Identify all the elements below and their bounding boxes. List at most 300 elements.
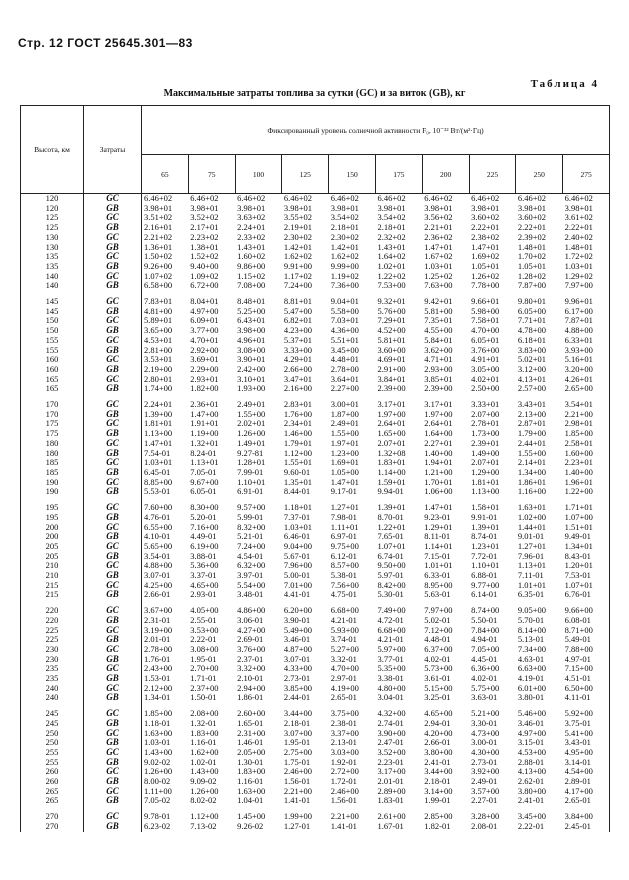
value-cell: 1.50+02 bbox=[144, 252, 173, 262]
value-cell: 8.74-01 bbox=[471, 532, 498, 542]
value-cell: 7.11-01 bbox=[517, 571, 544, 581]
value-cell: 3.80+00 bbox=[424, 747, 453, 757]
value-cell: 1.67+02 bbox=[424, 252, 453, 262]
value-cell: 1.25+02 bbox=[424, 271, 453, 281]
value-cell: 1.42+01 bbox=[283, 242, 313, 252]
value-cell: 3.10+01 bbox=[237, 374, 266, 384]
value-cell: 2.65-01 bbox=[330, 693, 357, 703]
value-cell: 9.05+00 bbox=[517, 605, 547, 616]
value-cell: 1.62+02 bbox=[283, 252, 313, 262]
value-cell: 3.60+00 bbox=[377, 345, 406, 355]
value-cell: 8.71+00 bbox=[564, 625, 593, 635]
value-cell: 7.99-01 bbox=[237, 467, 264, 477]
value-cell: 2.18-01 bbox=[283, 718, 311, 728]
value-cell: 2.65+00 bbox=[564, 384, 593, 394]
value-cell: 4.36+00 bbox=[330, 326, 359, 336]
value-cell: 2.89+00 bbox=[377, 786, 406, 796]
value-cell: 1.49+01 bbox=[237, 438, 266, 448]
value-cell: 1.63+00 bbox=[237, 786, 266, 796]
value-cell: 6.05-01 bbox=[190, 487, 217, 497]
value-cell: 1.69+01 bbox=[330, 458, 359, 468]
type-cell: GC bbox=[84, 664, 142, 674]
value-cell: 2.66-01 bbox=[424, 738, 451, 748]
value-cell: 3.04-01 bbox=[377, 693, 404, 703]
type-cell: GC bbox=[84, 252, 142, 262]
value-cell: 6.63+00 bbox=[517, 664, 547, 674]
value-cell: 2.73-01 bbox=[471, 757, 498, 767]
value-cell: 1.72+02 bbox=[564, 252, 593, 262]
value-cell: 1.95-01 bbox=[190, 654, 217, 664]
value-cell: 1.71-01 bbox=[190, 674, 217, 684]
type-cell: GB bbox=[84, 693, 142, 703]
value-cell: 2.64+01 bbox=[424, 419, 453, 429]
value-cell: 1.74+00 bbox=[144, 384, 173, 394]
value-cell: 4.95+00 bbox=[564, 747, 593, 757]
value-cell: 7.87+00 bbox=[517, 281, 547, 291]
value-cell: 3.64+01 bbox=[330, 374, 359, 384]
table-row bbox=[21, 243, 610, 253]
value-cell: 1.07+01 bbox=[377, 541, 406, 551]
value-cell: 1.62+00 bbox=[190, 747, 219, 757]
value-cell: 2.62-01 bbox=[517, 777, 545, 787]
value-cell: 9.50+00 bbox=[377, 561, 406, 571]
value-cell: 2.55-01 bbox=[190, 615, 217, 625]
value-cell: 4.19-01 bbox=[517, 674, 545, 684]
value-cell: 2.02+01 bbox=[237, 419, 266, 429]
value-cell: 3.98+00 bbox=[237, 326, 266, 336]
value-cell: 4.13+01 bbox=[517, 374, 547, 384]
type-cell: GB bbox=[84, 487, 142, 497]
value-cell: 1.47+01 bbox=[471, 242, 500, 252]
value-cell: 7.96+00 bbox=[283, 561, 313, 571]
value-cell: 1.32+01 bbox=[190, 438, 219, 448]
value-cell: 7.05+00 bbox=[471, 644, 500, 654]
value-cell: 4.87+00 bbox=[283, 644, 313, 654]
value-cell: 1.02-01 bbox=[190, 757, 217, 767]
value-cell: 4.88+00 bbox=[564, 326, 593, 336]
value-cell: 2.78+00 bbox=[330, 364, 359, 374]
table-row bbox=[21, 468, 610, 478]
value-cell: 6.23-02 bbox=[144, 821, 171, 831]
value-cell: 4.94-01 bbox=[471, 635, 498, 645]
value-cell: 2.10-01 bbox=[237, 674, 264, 684]
value-cell: 1.63+00 bbox=[144, 728, 173, 738]
value-cell: 2.46+00 bbox=[330, 786, 359, 796]
value-cell: 4.27+00 bbox=[237, 625, 266, 635]
value-cell: 6.12-01 bbox=[330, 551, 357, 561]
value-cell: 5.73+00 bbox=[424, 664, 453, 674]
value-cell: 6.33-01 bbox=[424, 571, 451, 581]
value-cell: 1.40+00 bbox=[564, 467, 593, 477]
value-cell: 2.05+00 bbox=[237, 747, 266, 757]
table-row bbox=[21, 758, 610, 768]
value-cell: 3.60+02 bbox=[471, 213, 500, 223]
value-cell: 4.25+00 bbox=[144, 580, 173, 590]
table-row bbox=[21, 384, 610, 394]
value-cell: 4.75-01 bbox=[330, 590, 357, 600]
value-cell: 7.34+00 bbox=[517, 644, 547, 654]
value-cell: 5.81+00 bbox=[424, 306, 453, 316]
height-cell: 260 bbox=[21, 767, 84, 777]
table-row bbox=[21, 787, 610, 797]
table-row bbox=[21, 645, 610, 655]
level-header-65: 65 bbox=[142, 155, 189, 194]
value-cell: 1.51+01 bbox=[564, 522, 593, 532]
value-cell: 2.19+01 bbox=[283, 223, 313, 233]
value-cell: 1.97+00 bbox=[377, 409, 406, 419]
value-cell: 6.46-01 bbox=[283, 532, 311, 542]
value-cell: 1.02+01 bbox=[377, 261, 406, 271]
type-cell: GB bbox=[84, 468, 142, 478]
value-cell: 3.98+01 bbox=[564, 203, 593, 213]
value-cell: 3.00+01 bbox=[330, 399, 359, 410]
height-column-header: Высота, км bbox=[21, 106, 84, 194]
value-cell: 3.08+00 bbox=[237, 345, 266, 355]
type-cell: GC bbox=[84, 645, 142, 655]
value-cell: 9.60-01 bbox=[283, 467, 311, 477]
height-cell: 265 bbox=[21, 787, 84, 797]
value-cell: 5.49+00 bbox=[283, 625, 313, 635]
value-cell: 2.78+00 bbox=[144, 644, 173, 654]
height-cell: 145 bbox=[21, 291, 84, 307]
value-cell: 9.66+01 bbox=[471, 296, 500, 307]
value-cell: 5.27+00 bbox=[330, 644, 359, 654]
value-cell: 9.17-01 bbox=[330, 487, 357, 497]
type-column-header: Затраты bbox=[84, 106, 142, 194]
type-cell: GB bbox=[84, 655, 142, 665]
type-cell: GC bbox=[84, 458, 142, 468]
type-cell: GC bbox=[84, 600, 142, 616]
value-cell: 3.17+01 bbox=[377, 399, 406, 410]
type-cell: GB bbox=[84, 674, 142, 684]
value-cell: 8.32+00 bbox=[237, 522, 266, 532]
value-cell: 1.43+01 bbox=[237, 242, 266, 252]
type-cell: GB bbox=[84, 532, 142, 542]
value-cell: 1.13+00 bbox=[144, 429, 173, 439]
value-cell: 3.90+00 bbox=[377, 728, 406, 738]
value-cell: 2.38+02 bbox=[471, 232, 500, 242]
value-cell: 7.54-01 bbox=[144, 448, 171, 458]
height-cell: 190 bbox=[21, 487, 84, 497]
value-cell: 1.76+00 bbox=[283, 409, 313, 419]
value-cell: 2.72+00 bbox=[330, 767, 359, 777]
value-cell: 6.08-01 bbox=[564, 615, 591, 625]
height-cell: 170 bbox=[21, 410, 84, 420]
value-cell: 1.16-01 bbox=[190, 738, 217, 748]
value-cell: 9.40+00 bbox=[190, 261, 219, 271]
height-cell: 220 bbox=[21, 616, 84, 626]
value-cell: 9.66+00 bbox=[564, 605, 593, 616]
level-header-200: 200 bbox=[422, 155, 469, 194]
type-cell: GB bbox=[84, 384, 142, 394]
value-cell: 1.50-01 bbox=[190, 693, 217, 703]
value-cell: 4.20+00 bbox=[424, 728, 453, 738]
value-cell: 1.07+01 bbox=[564, 580, 593, 590]
value-cell: 1.75-01 bbox=[283, 757, 311, 767]
value-cell: 6.05+01 bbox=[471, 335, 500, 345]
height-cell: 220 bbox=[21, 600, 84, 616]
value-cell: 2.22+01 bbox=[471, 223, 500, 233]
value-cell: 8.81+01 bbox=[283, 296, 313, 307]
value-cell: 5.38-01 bbox=[330, 571, 357, 581]
height-cell: 225 bbox=[21, 626, 84, 636]
height-cell: 260 bbox=[21, 777, 84, 787]
value-cell: 9.27-81 bbox=[237, 448, 264, 458]
value-cell: 9.26-02 bbox=[237, 821, 264, 831]
value-cell: 5.37+01 bbox=[283, 335, 313, 345]
value-cell: 6.46+02 bbox=[237, 193, 266, 203]
value-cell: 2.14+01 bbox=[517, 458, 547, 468]
value-cell: 6.82+01 bbox=[283, 316, 313, 326]
value-cell: 2.21+00 bbox=[330, 811, 359, 822]
value-cell: 1.81+01 bbox=[144, 419, 173, 429]
value-cell: 2.41-01 bbox=[517, 796, 545, 806]
value-cell: 2.37-01 bbox=[237, 654, 264, 664]
value-cell: 8.43-01 bbox=[564, 551, 591, 561]
value-cell: 3.17+00 bbox=[377, 767, 406, 777]
table-row bbox=[21, 796, 610, 806]
table-row bbox=[21, 777, 610, 787]
value-cell: 1.05+00 bbox=[330, 467, 359, 477]
table-row bbox=[21, 703, 610, 719]
type-cell: GC bbox=[84, 542, 142, 552]
value-cell: 2.91+00 bbox=[377, 364, 406, 374]
table-row bbox=[21, 513, 610, 523]
value-cell: 3.88-01 bbox=[190, 551, 217, 561]
height-cell: 140 bbox=[21, 272, 84, 282]
value-cell: 7.01+00 bbox=[283, 580, 313, 590]
value-cell: 1.12+00 bbox=[283, 448, 313, 458]
value-cell: 4.49-01 bbox=[190, 532, 217, 542]
value-cell: 2.12+00 bbox=[144, 683, 173, 693]
value-cell: 7.96-01 bbox=[517, 551, 545, 561]
height-cell: 240 bbox=[21, 684, 84, 694]
value-cell: 2.37+00 bbox=[190, 683, 219, 693]
value-cell: 4.11-01 bbox=[564, 693, 591, 703]
value-cell: 9.99+00 bbox=[330, 261, 359, 271]
type-cell: GB bbox=[84, 758, 142, 768]
value-cell: 3.25-01 bbox=[424, 693, 451, 703]
value-cell: 1.01+01 bbox=[424, 561, 453, 571]
value-cell: 2.41-01 bbox=[424, 757, 451, 767]
height-cell: 165 bbox=[21, 384, 84, 394]
value-cell: 3.84+01 bbox=[377, 374, 406, 384]
value-cell: 1.45+00 bbox=[237, 811, 266, 822]
type-cell: GB bbox=[84, 262, 142, 272]
value-cell: 4.88+00 bbox=[144, 561, 173, 571]
fuel-consumption-table bbox=[20, 105, 610, 832]
value-cell: 4.41-01 bbox=[283, 590, 311, 600]
value-cell: 6.37+00 bbox=[424, 644, 453, 654]
value-cell: 3.51+02 bbox=[144, 213, 173, 223]
value-cell: 1.47+01 bbox=[424, 242, 453, 252]
level-header-275: 275 bbox=[563, 155, 610, 194]
table-row bbox=[21, 600, 610, 616]
height-cell: 135 bbox=[21, 252, 84, 262]
height-cell: 185 bbox=[21, 468, 84, 478]
value-cell: 7.24+00 bbox=[237, 541, 266, 551]
value-cell: 9.04+00 bbox=[283, 541, 313, 551]
value-cell: 1.48+01 bbox=[564, 242, 593, 252]
value-cell: 1.59+01 bbox=[377, 477, 406, 487]
value-cell: 5.02-01 bbox=[424, 615, 451, 625]
value-cell: 4.33+00 bbox=[283, 664, 313, 674]
value-cell: 2.21+00 bbox=[564, 409, 593, 419]
value-cell: 3.83+00 bbox=[517, 345, 547, 355]
value-cell: 7.03+01 bbox=[330, 316, 359, 326]
type-cell: GC bbox=[84, 439, 142, 449]
value-cell: 5.15+00 bbox=[424, 683, 453, 693]
value-cell: 2.81+00 bbox=[144, 345, 173, 355]
value-cell: 3.76+00 bbox=[237, 644, 266, 654]
type-cell: GB bbox=[84, 571, 142, 581]
value-cell: 2.58+01 bbox=[564, 438, 593, 448]
height-cell: 160 bbox=[21, 355, 84, 365]
value-cell: 5.89+01 bbox=[144, 316, 173, 326]
table-row bbox=[21, 497, 610, 513]
value-cell: 1.72-01 bbox=[330, 777, 357, 787]
value-cell: 1.91+01 bbox=[190, 419, 219, 429]
value-cell: 3.32+00 bbox=[237, 664, 266, 674]
type-cell: GC bbox=[84, 233, 142, 243]
value-cell: 7.16+00 bbox=[190, 522, 219, 532]
height-cell: 120 bbox=[21, 204, 84, 214]
value-cell: 5.46+00 bbox=[517, 708, 547, 719]
table-label: Таблица 4 bbox=[530, 78, 599, 90]
value-cell: 4.69+01 bbox=[377, 355, 406, 365]
value-cell: 3.75-01 bbox=[564, 718, 591, 728]
height-cell: 210 bbox=[21, 571, 84, 581]
type-cell: GB bbox=[84, 513, 142, 523]
value-cell: 6.32+00 bbox=[237, 561, 266, 571]
value-cell: 2.42+00 bbox=[237, 364, 266, 374]
height-cell: 230 bbox=[21, 645, 84, 655]
value-cell: 1.55+00 bbox=[517, 448, 547, 458]
value-cell: 1.39+01 bbox=[471, 522, 500, 532]
value-cell: 6.17+00 bbox=[564, 306, 593, 316]
value-cell: 3.60+02 bbox=[517, 213, 547, 223]
value-cell: 1.60+02 bbox=[237, 252, 266, 262]
value-cell: 3.75+00 bbox=[330, 708, 359, 719]
value-cell: 1.85+00 bbox=[564, 429, 593, 439]
value-cell: 4.48-01 bbox=[424, 635, 451, 645]
type-cell: GC bbox=[84, 213, 142, 223]
value-cell: 1.40+00 bbox=[424, 448, 453, 458]
value-cell: 3.20+00 bbox=[564, 364, 593, 374]
value-cell: 3.46-01 bbox=[283, 635, 311, 645]
value-cell: 1.38+01 bbox=[190, 242, 219, 252]
value-cell: 2.60+00 bbox=[237, 708, 266, 719]
value-cell: 3.52+02 bbox=[190, 213, 219, 223]
value-cell: 1.29+00 bbox=[471, 467, 500, 477]
value-cell: 1.47+00 bbox=[190, 409, 219, 419]
value-cell: 2.23-01 bbox=[377, 757, 404, 767]
value-cell: 2.24+01 bbox=[237, 223, 266, 233]
value-cell: 4.32+00 bbox=[377, 708, 406, 719]
type-cell: GB bbox=[84, 590, 142, 600]
value-cell: 1.76-01 bbox=[144, 654, 171, 664]
table-row bbox=[21, 552, 610, 562]
value-cell: 1.05+01 bbox=[471, 261, 500, 271]
type-cell: GB bbox=[84, 281, 142, 291]
value-cell: 5.84+01 bbox=[424, 335, 453, 345]
value-cell: 1.70+02 bbox=[517, 252, 547, 262]
value-cell: 1.96+01 bbox=[564, 477, 593, 487]
value-cell: 7.63+00 bbox=[424, 281, 453, 291]
value-cell: 4.02+01 bbox=[471, 374, 500, 384]
height-cell: 150 bbox=[21, 326, 84, 336]
value-cell: 2.36+02 bbox=[424, 232, 453, 242]
value-cell: 2.39+00 bbox=[424, 384, 453, 394]
height-cell: 175 bbox=[21, 429, 84, 439]
value-cell: 4.73+00 bbox=[471, 728, 500, 738]
type-cell: GC bbox=[84, 272, 142, 282]
value-cell: 1.81+01 bbox=[471, 477, 500, 487]
value-cell: 5.75+00 bbox=[471, 683, 500, 693]
value-cell: 1.55+00 bbox=[330, 429, 359, 439]
value-cell: 4.70+00 bbox=[471, 326, 500, 336]
value-cell: 1.04-01 bbox=[237, 796, 264, 806]
value-cell: 8.70-01 bbox=[377, 512, 404, 522]
value-cell: 1.17+02 bbox=[283, 271, 313, 281]
value-cell: 1.47+01 bbox=[144, 438, 173, 448]
value-cell: 3.12+00 bbox=[517, 364, 547, 374]
value-cell: 6.50+00 bbox=[564, 683, 593, 693]
value-cell: 3.84+00 bbox=[564, 811, 593, 822]
value-cell: 4.65+00 bbox=[424, 708, 453, 719]
value-cell: 2.23+01 bbox=[564, 458, 593, 468]
value-cell: 8.14+00 bbox=[517, 625, 547, 635]
value-cell: 1.06+00 bbox=[424, 487, 453, 497]
value-cell: 2.31+00 bbox=[237, 728, 266, 738]
table-row bbox=[21, 194, 610, 204]
value-cell: 6.46+02 bbox=[190, 193, 219, 203]
value-cell: 6.46+02 bbox=[330, 193, 359, 203]
height-cell: 180 bbox=[21, 439, 84, 449]
level-header-250: 250 bbox=[516, 155, 563, 194]
value-cell: 2.57+00 bbox=[517, 384, 547, 394]
value-cell: 3.33+00 bbox=[283, 345, 313, 355]
value-cell: 2.85+00 bbox=[424, 811, 453, 822]
value-cell: 2.24+01 bbox=[144, 399, 173, 410]
value-cell: 7.83+01 bbox=[144, 296, 173, 307]
value-cell: 6.46+02 bbox=[471, 193, 500, 203]
table-row bbox=[21, 523, 610, 533]
value-cell: 2.08-01 bbox=[471, 821, 498, 831]
height-cell: 125 bbox=[21, 213, 84, 223]
height-cell: 215 bbox=[21, 581, 84, 591]
value-cell: 2.47-01 bbox=[377, 738, 404, 748]
value-cell: 5.21+00 bbox=[471, 708, 500, 719]
value-cell: 1.07+02 bbox=[144, 271, 173, 281]
value-cell: 2.22+01 bbox=[517, 223, 547, 233]
value-cell: 3.45+00 bbox=[517, 811, 547, 822]
value-cell: 5.67-01 bbox=[283, 551, 311, 561]
type-cell: GC bbox=[84, 729, 142, 739]
value-cell: 1.43+00 bbox=[190, 767, 219, 777]
value-cell: 6.76-01 bbox=[564, 590, 591, 600]
level-header-225: 225 bbox=[469, 155, 516, 194]
type-cell: GC bbox=[84, 478, 142, 488]
value-cell: 4.78+00 bbox=[517, 326, 547, 336]
value-cell: 6.05+00 bbox=[517, 306, 547, 316]
value-cell: 1.94+01 bbox=[424, 458, 453, 468]
height-cell: 205 bbox=[21, 552, 84, 562]
value-cell: 4.21-01 bbox=[330, 615, 357, 625]
level-header-75: 75 bbox=[188, 155, 235, 194]
value-cell: 1.09+02 bbox=[190, 271, 219, 281]
value-cell: 3.00-01 bbox=[471, 738, 498, 748]
